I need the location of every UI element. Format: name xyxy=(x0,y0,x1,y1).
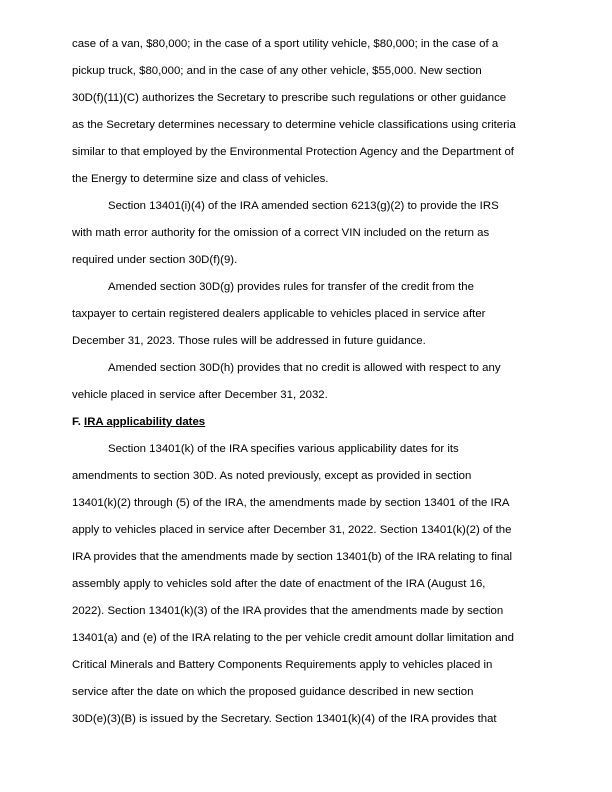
text-line: as the Secretary determines necessary to determine vehicle classifications using criteria xyxy=(72,119,516,131)
text-line: apply to vehicles placed in service after December 31, 2022. Section 13401(k)(2) of the xyxy=(72,524,512,536)
text-line: 30D(e)(3)(B) is issued by the Secretary. Section 13401(k)(4) of the IRA provides that xyxy=(72,713,497,725)
text-line: taxpayer to certain registered dealers applicable to vehicles placed in service after xyxy=(72,308,486,320)
paragraph-first-line: Amended section 30D(g) provides rules for transfer of the credit from the xyxy=(108,281,474,293)
text-line: Critical Minerals and Battery Components Requirements apply to vehicles placed in xyxy=(72,659,493,671)
paragraph-first-line: Section 13401(i)(4) of the IRA amended section 6213(g)(2) to provide the IRS xyxy=(108,200,499,212)
section-heading xyxy=(72,415,205,429)
text-line: 13401(k)(2) through (5) of the IRA, the amendments made by section 13401 of the IRA xyxy=(72,497,510,509)
text-line: 30D(f)(11)(C) authorizes the Secretary to prescribe such regulations or other guidance xyxy=(72,92,507,104)
text-line: service after the date on which the proposed guidance described in new section xyxy=(72,686,474,698)
text-line: IRA provides that the amendments made by section 13401(b) of the IRA relating to final xyxy=(72,551,513,563)
text-line: pickup truck, $80,000; and in the case of any other vehicle, $55,000. New section xyxy=(72,65,482,77)
text-line: the Energy to determine size and class of vehicles. xyxy=(72,173,329,185)
text-line: vehicle placed in service after December 31, 2032. xyxy=(72,389,328,401)
paragraph-first-line: Amended section 30D(h) provides that no credit is allowed with respect to any xyxy=(108,362,501,374)
text-line: 13401(a) and (e) of the IRA relating to the per vehicle credit amount dollar limitation and xyxy=(72,632,514,644)
text-line: required under section 30D(f)(9). xyxy=(72,254,238,266)
section-heading-letter: F. xyxy=(72,416,85,428)
section-heading-title: IRA applicability dates xyxy=(84,416,206,428)
paragraph-first-line: Section 13401(k) of the IRA specifies various applicability dates for its xyxy=(108,443,459,455)
text-line: assembly apply to vehicles sold after the date of enactment of the IRA (August 16, xyxy=(72,578,486,590)
text-line: 2022). Section 13401(k)(3) of the IRA provides that the amendments made by section xyxy=(72,605,504,617)
text-line: similar to that employed by the Environmental Protection Agency and the Department of xyxy=(72,146,514,158)
text-line: with math error authority for the omission of a correct VIN included on the return as xyxy=(72,227,490,239)
text-line: December 31, 2023. Those rules will be addressed in future guidance. xyxy=(72,335,426,347)
text-line: amendments to section 30D. As noted previously, except as provided in section xyxy=(72,470,472,482)
text-line: case of a van, $80,000; in the case of a sport utility vehicle, $80,000; in the case of a xyxy=(72,38,499,50)
